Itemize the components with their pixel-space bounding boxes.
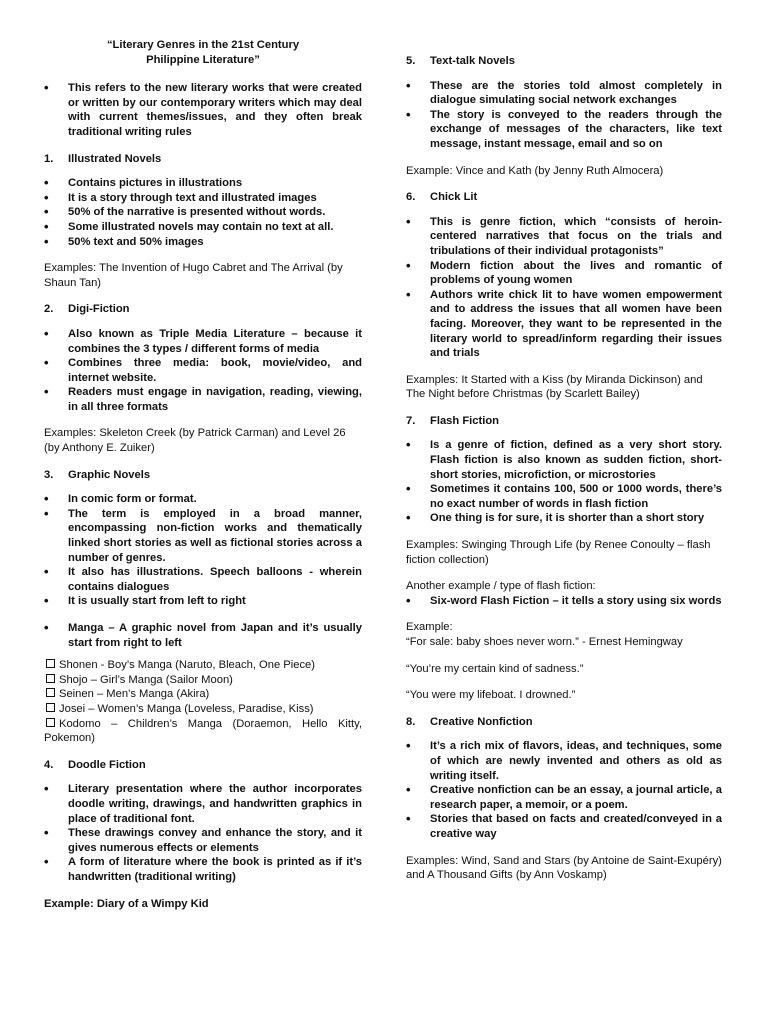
left-column xyxy=(44,38,362,923)
graphic-novels-list xyxy=(44,492,362,609)
list-item: • Some illustrated novels may contain no text at all. xyxy=(44,220,362,235)
manga-type-label: Seinen – Men’s Manga (Akira) xyxy=(59,688,210,701)
list-item: • These are the stories told almost completely in dialogue simulating social network exchanges xyxy=(406,79,722,108)
flash-fiction-another: Another example / type of flash fiction: xyxy=(406,580,596,593)
list-item: • Six-word Flash Fiction – it tells a story using six words xyxy=(406,594,722,609)
title-line-1: “Literary Genres in the 21st Century xyxy=(106,39,300,51)
section-heading-doodle-fiction xyxy=(44,758,362,773)
digi-fiction-list xyxy=(44,327,362,415)
flash-fiction-example-label: Example: xyxy=(406,621,453,634)
section-heading-text-talk-novels xyxy=(406,54,722,69)
intro-list xyxy=(44,81,362,139)
digi-fiction-example: Examples: Skeleton Creek (by Patrick Carman) and Level 26 (by Anthony E. Zuiker) xyxy=(44,427,346,455)
section-title: Doodle Fiction xyxy=(68,758,146,771)
manga-types-list xyxy=(44,658,362,746)
title-line-2: Philippine Literature” xyxy=(146,53,260,66)
list-item xyxy=(44,702,362,717)
checkbox-square-icon xyxy=(46,674,55,683)
section-heading-flash-fiction xyxy=(406,414,722,429)
document-title xyxy=(44,38,362,67)
manga-type-label: Shojo – Girl’s Manga (Sailor Moon) xyxy=(59,673,233,686)
list-item: • Readers must engage in navigation, reading, viewing, in all three formats xyxy=(44,385,362,414)
list-item: • It also has illustrations. Speech balloons - wherein contains dialogues xyxy=(44,565,362,594)
list-item xyxy=(44,687,362,702)
list-item: • These drawings convey and enhance the story, and it gives numerous effects or elements xyxy=(44,826,362,855)
manga-list xyxy=(44,621,362,650)
quote-hemingway: “For sale: baby shoes never worn.” - Ernest Hemingway xyxy=(406,636,683,648)
list-item: • Combines three media: book, movie/video, and internet website. xyxy=(44,356,362,385)
checkbox-square-icon xyxy=(46,718,55,727)
list-item: • Creative nonfiction can be an essay, a journal article, a research paper, a memoir, or a poem. xyxy=(406,783,722,812)
checkbox-square-icon xyxy=(46,688,55,697)
list-item: • Authors write chick lit to have women empowerment and to address the issues that all women have been facing. Moreover, they want to be represented in the literary world to spread/inform regarding their issues and trials xyxy=(406,288,722,361)
text-talk-list xyxy=(406,79,722,152)
list-item: • Literary presentation where the author incorporates doodle writing, drawings, and handwritten graphics in place of traditional font. xyxy=(44,782,362,826)
list-item: • In comic form or format. xyxy=(44,492,362,507)
section-title: Text-talk Novels xyxy=(430,55,515,67)
section-heading-illustrated-novels xyxy=(44,152,362,167)
list-item xyxy=(44,658,362,673)
right-column xyxy=(406,54,722,895)
section-heading-graphic-novels xyxy=(44,468,362,483)
section-heading-digi-fiction xyxy=(44,302,362,317)
quote-sadness: “You’re my certain kind of sadness.” xyxy=(406,662,584,675)
section-number: 2. xyxy=(44,303,54,316)
section-heading-chick-lit xyxy=(406,190,722,205)
list-item: • Is a genre of fiction, defined as a very short story. Flash fiction is also known as sudden fiction, short-short stories, microfiction, or microstories xyxy=(406,438,722,482)
section-number: 6. xyxy=(406,191,416,204)
list-item: • It is usually start from left to right xyxy=(44,594,362,609)
manga-type-label: Kodomo – Children’s Manga (Doraemon, Hello Kitty, Pokemon) xyxy=(44,717,362,745)
manga-item: • Manga – A graphic novel from Japan and it’s usually start from right to left xyxy=(44,621,362,650)
creative-nonfiction-example: Examples: Wind, Sand and Stars (by Antoine de Saint-Exupéry) and A Thousand Gifts (by Ann Voskamp) xyxy=(406,854,722,882)
list-item: • This is genre fiction, which “consists of heroin-centered narratives that focus on the trials and tribulations of their individual protagonists” xyxy=(406,215,722,259)
chick-lit-example: Examples: It Started with a Kiss (by Miranda Dickinson) and The Night before Christmas (by Scarlett Bailey) xyxy=(406,373,703,401)
list-item xyxy=(44,673,362,688)
text-talk-example: Example: Vince and Kath (by Jenny Ruth Almocera) xyxy=(406,164,664,177)
list-item: • A form of literature where the book is printed as if it’s handwritten (traditional writing) xyxy=(44,855,362,884)
manga-type-label: Shonen - Boy’s Manga (Naruto, Bleach, One Piece) xyxy=(59,659,316,672)
checkbox-square-icon xyxy=(46,703,55,712)
six-word-list xyxy=(406,594,722,609)
section-title: Chick Lit xyxy=(430,191,478,204)
list-item: • The story is conveyed to the readers through the exchange of messages of the characters, like text message, instant message, email and so on xyxy=(406,108,722,152)
section-number: 8. xyxy=(406,715,416,728)
section-number: 4. xyxy=(44,758,54,771)
doodle-fiction-list xyxy=(44,782,362,884)
section-number: 5. xyxy=(406,55,416,67)
list-item: • It’s a rich mix of flavors, ideas, and techniques, some of which are newly invented and others as old as writing itself. xyxy=(406,739,722,783)
list-item: • Modern fiction about the lives and romantic of problems of young women xyxy=(406,259,722,288)
list-item: • 50% of the narrative is presented without words. xyxy=(44,205,362,220)
section-title: Digi-Fiction xyxy=(68,303,130,316)
section-title: Creative Nonfiction xyxy=(430,715,533,728)
list-item: • Stories that based on facts and created/conveyed in a creative way xyxy=(406,812,722,841)
creative-nonfiction-list xyxy=(406,739,722,841)
intro-text: • This refers to the new literary works that were created or written by our contemporary writers which may deal with current themes/issues, and they often break traditional writing rules xyxy=(44,81,362,139)
list-item: • It is a story through text and illustrated images xyxy=(44,191,362,206)
section-title: Illustrated Novels xyxy=(68,152,162,165)
section-number: 3. xyxy=(44,468,54,481)
section-number: 1. xyxy=(44,152,54,165)
checkbox-square-icon xyxy=(46,659,55,668)
illustrated-novels-example: Examples: The Invention of Hugo Cabret and The Arrival (by Shaun Tan) xyxy=(44,262,343,289)
list-item: • The term is employed in a broad manner, encompassing non-fiction works and thematically linked short stories as well as fictional stories across a number of genres. xyxy=(44,507,362,565)
manga-type-label: Josei – Women’s Manga (Loveless, Paradise, Kiss) xyxy=(59,702,314,715)
list-item: • Contains pictures in illustrations xyxy=(44,176,362,191)
section-title: Graphic Novels xyxy=(68,468,151,481)
illustrated-novels-list xyxy=(44,176,362,249)
section-number: 7. xyxy=(406,414,416,427)
list-item: • One thing is for sure, it is shorter than a short story xyxy=(406,511,722,526)
doodle-fiction-example: Example: Diary of a Wimpy Kid xyxy=(44,897,209,910)
flash-fiction-list xyxy=(406,438,722,526)
section-title: Flash Fiction xyxy=(430,414,499,427)
list-item xyxy=(44,717,362,746)
chick-lit-list xyxy=(406,215,722,361)
section-heading-creative-nonfiction xyxy=(406,715,722,730)
list-item: • Also known as Triple Media Literature – because it combines the 3 types / different forms of media xyxy=(44,327,362,356)
list-item: • Sometimes it contains 100, 500 or 1000 words, there’s no exact number of words in flash fiction xyxy=(406,482,722,511)
flash-fiction-example: Examples: Swinging Through Life (by Renee Conoulty – flash fiction collection) xyxy=(406,539,711,566)
list-item: • 50% text and 50% images xyxy=(44,235,362,250)
quote-lifeboat: “You were my lifeboat. I drowned.” xyxy=(406,689,576,702)
